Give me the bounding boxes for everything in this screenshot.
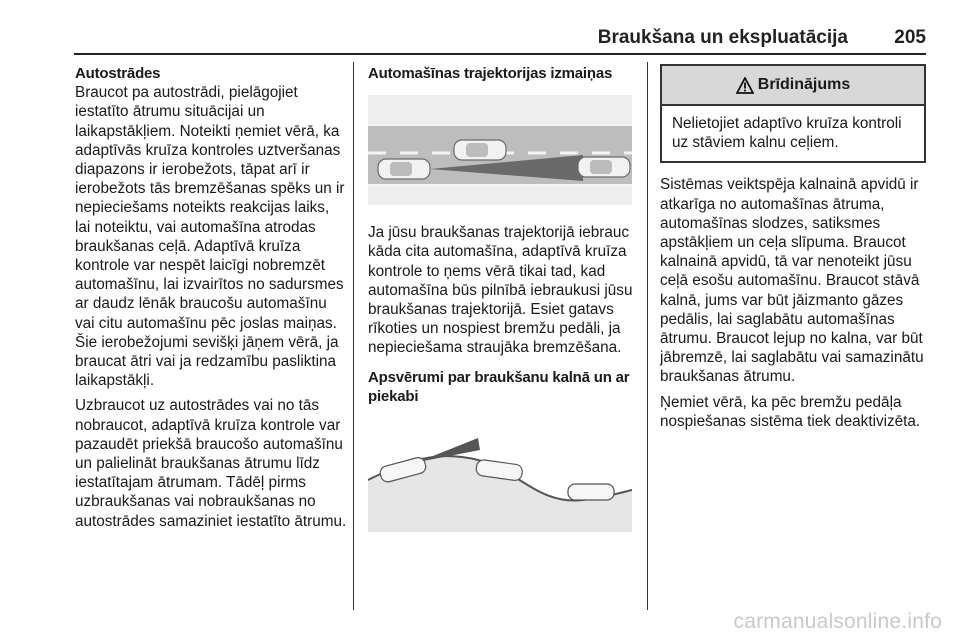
paragraph: Sistēmas veiktspēja kalnainā apvidū ir atkarīga no automašīnas ātruma, automašīnas slodzes, satiksmes apstākļiem un ceļa slīpuma. Braucot kalnainā apvidū, tā var nenoteikt jūsu ceļā esošu automašīnu. Braucot stāvā kalnā, jums var būt jāizmanto gāzes pedālis, lai saglabātu automašīnas ātrumu. Braucot lejup no kalna, var būt jābremzē, lai saglabātu vai samazinātu braukšanas ātrumu.: [660, 176, 924, 386]
warning-text: Nelietojiet adaptīvo kruīza kontroli uz stāviem kalnu ceļiem.: [672, 115, 902, 152]
warning-box: [660, 64, 926, 163]
lane-change-illustration: [368, 95, 632, 205]
paragraph: Ja jūsu braukšanas trajektorijā iebrauc kāda cita automašīna, adaptīvā kruīza kontrole to ņems vērā tikai tad, kad automašīna būs pilnībā iebraukusi jūsu braukšanas trajektorijā. Esiet gatavs rīkoties un nospiest bremžu pedāli, ja nepieciešama straujāka bremzēšana.: [368, 224, 633, 357]
section-heading-hills-trailer: Apsvērumi par braukšanu kalnā un ar piekabi: [368, 368, 630, 405]
column-2: [368, 64, 634, 550]
paragraph: Uzbraucot uz autostrādes vai no tās nobraucot, adaptīvā kruīza kontrole var pazaudēt priekšā braucošo automašīnu un palielināt braukšanas ātrumu līdz iestatītajam ātrumam. Tādēļ pirms uzbraukšanas vai nobraukšanas no autostrādes samaziniet iestatīto ātrumu.: [75, 397, 347, 530]
watermark: carmanualsonline.info: [733, 610, 942, 633]
lane-change-svg: [368, 95, 632, 205]
paragraph: Ņemiet vērā, ka pēc bremžu pedāļa nospiešanas sistēma tiek deaktivizēta.: [660, 393, 921, 430]
header-rule: [74, 53, 926, 55]
warning-header: [662, 66, 924, 106]
warning-title: Brīdinājums: [757, 76, 851, 94]
warning-triangle-icon: [736, 77, 754, 94]
chapter-title: Braukšana un ekspluatācija: [597, 27, 848, 48]
column-3: [660, 64, 926, 437]
section-heading-lane-change: Automašīnas trajektorijas izmaiņas: [368, 65, 613, 82]
column-divider-1: [353, 62, 354, 610]
section-heading-motorways: Autostrādes: [75, 65, 161, 82]
page-number: 205: [894, 27, 926, 48]
column-divider-2: [647, 62, 648, 610]
hill-driving-illustration: [368, 420, 632, 532]
column-1: [75, 64, 347, 537]
page-header: [0, 0, 960, 50]
hill-driving-svg: [368, 420, 632, 532]
paragraph: Braucot pa autostrādi, pielāgojiet iestatīto ātrumu situācijai un laikapstākļiem. Noteikti ņemiet vērā, ka adaptīvās kruīza kontroles uztveršanas diapazons ir ierobežots, tāpat arī ir ierobežots tās bremzēšanas spēks un ir nepieciešams noteikts reakcijas laiks, lai noteiktu, vai automašīna atrodas braukšanas ceļā. Adaptīvā kruīza kontrole var nespēt laicīgi nobremzēt automašīnu, lai izvairītos no sadursmes ar daudz lēnāk braucošu automašīnu vai citu automašīnu pēc joslas maiņas. Šie ierobežojumi sevišķi jāņem vērā, ja braucat ātri vai ja redzamību pasliktina laikapstākļi.: [75, 84, 345, 390]
